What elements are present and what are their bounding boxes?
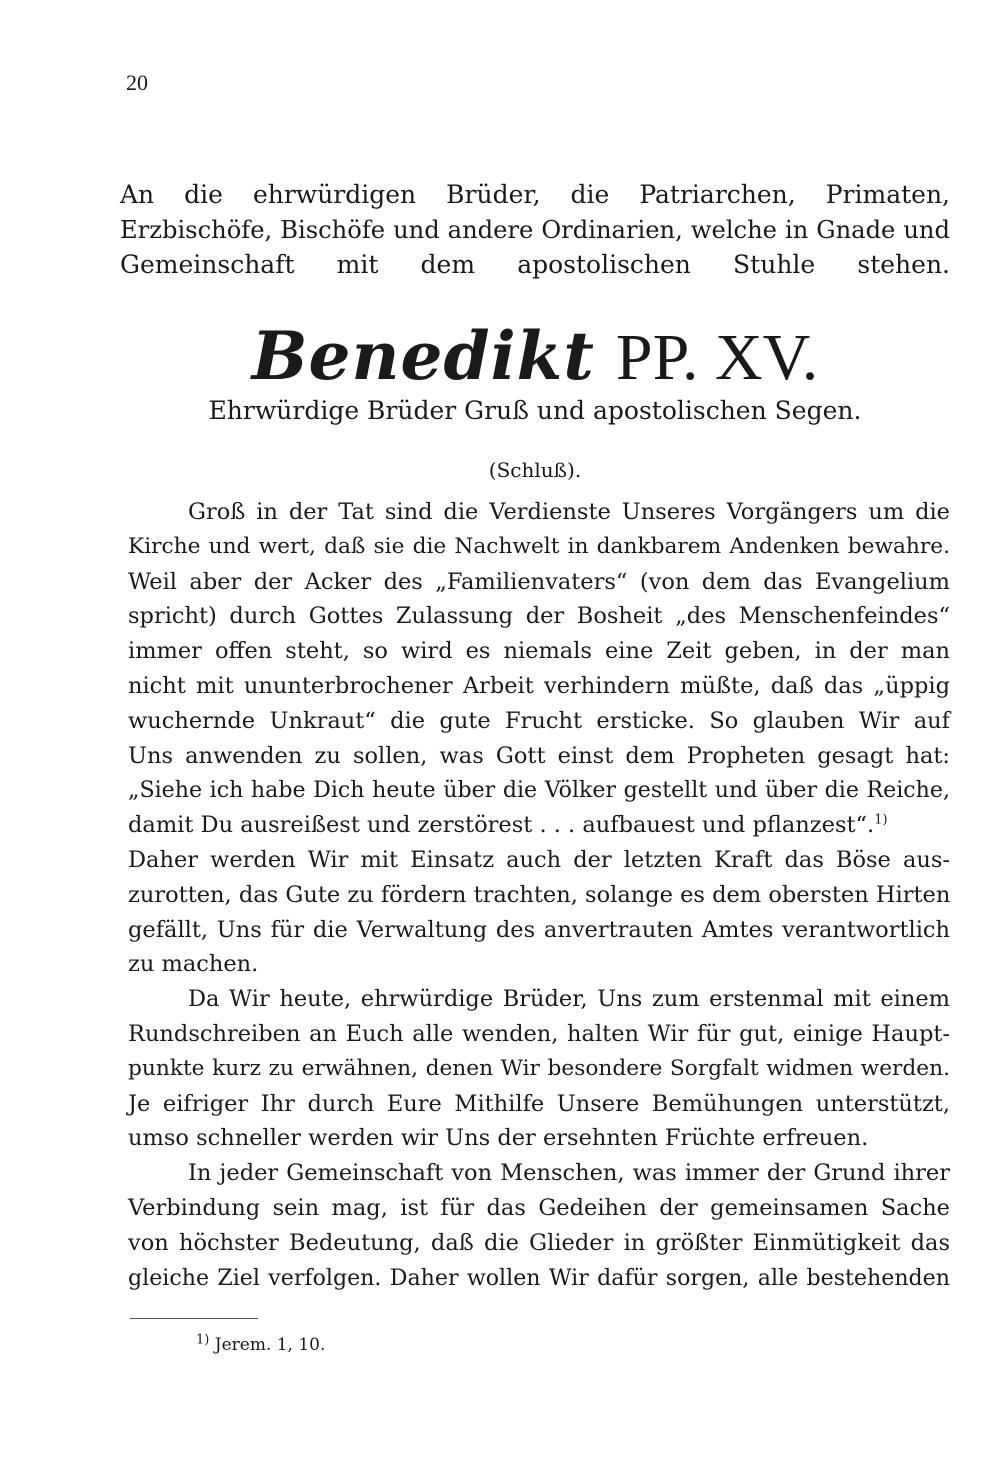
paragraph-1	[128, 495, 950, 982]
text-line: Je eifriger Ihr durch Eure Mithilfe Unsere Bemühungen unterstützt,	[128, 1090, 950, 1117]
text-line: immer offen steht, so wird es niemals eine Zeit geben, in der man	[128, 638, 950, 665]
page-number: 20	[126, 70, 148, 95]
text-line: zu machen.	[128, 951, 259, 978]
text-line: gleiche Ziel verfolgen. Daher wollen Wir dafür sorgen, alle bestehenden	[128, 1264, 950, 1291]
text-line: Weil aber der Acker des „Familienvaters“ (von dem das Evangelium	[128, 568, 950, 595]
pope-name: Benedikt	[251, 317, 595, 395]
text-line: „Siehe ich habe Dich heute über die Völker gestellt und über die Reiche,	[128, 777, 950, 804]
address-line: Gemeinschaft mit dem apostolischen Stuhle stehen.	[120, 249, 950, 279]
text-line: Groß in der Tat sind die Verdienste Unseres Vorgängers um die	[188, 499, 950, 525]
address-line: Erzbischöfe, Bischöfe und andere Ordinarien, welche in Gnade und	[120, 215, 950, 244]
text-line: damit Du ausreißest und zerstörest . . . aufbauest und pflanzest“.	[128, 812, 875, 839]
text-line: Da Wir heute, ehrwürdige Brüder, Uns zum erstenmal mit einem	[188, 986, 950, 1013]
text-line: von höchster Bedeutung, daß die Glieder in größter Einmütigkeit das	[128, 1229, 950, 1256]
conclusion-marker: (Schluß).	[488, 458, 582, 482]
text-line: zurotten, das Gute zu fördern trachten, solange es dem obersten Hirten	[128, 881, 951, 908]
paragraph-3	[128, 1156, 950, 1295]
text-line: Uns anwenden zu sollen, was Gott einst dem Propheten gesagt hat:	[128, 742, 950, 769]
text-line: Kirche und wert, daß sie die Nachwelt in dankbarem Andenken bewahre.	[128, 533, 950, 559]
footnote	[196, 1332, 325, 1358]
pope-title	[120, 316, 950, 398]
greeting: Ehrwürdige Brüder Gruß und apostolischen Segen.	[208, 396, 862, 425]
pope-regnal-title: PP. XV.	[615, 321, 819, 394]
footnote-marker: 1)	[196, 1332, 210, 1348]
footnote-reference: 1)	[874, 812, 888, 828]
address-line: An die ehrwürdigen Brüder, die Patriarchen, Primaten,	[120, 180, 950, 209]
text-line: nicht mit ununterbrochener Arbeit verhindern müßte, daß das „üppig	[128, 672, 950, 699]
body-text	[128, 495, 950, 1295]
footnote-text: Jerem. 1, 10.	[214, 1335, 326, 1355]
text-line: gefällt, Uns für die Verwaltung des anvertrauten Amtes verantwortlich	[128, 916, 950, 943]
text-line: Daher werden Wir mit Einsatz auch der letzten Kraft das Böse aus-	[128, 846, 950, 873]
footnote-divider	[130, 1318, 258, 1319]
text-line: punkte kurz zu erwähnen, denen Wir besondere Sorgfalt widmen werden.	[128, 1055, 950, 1081]
text-line: In jeder Gemeinschaft von Menschen, was immer der Grund ihrer	[188, 1160, 950, 1187]
text-line: umso schneller werden wir Uns der ersehnten Früchte erfreuen.	[128, 1125, 869, 1152]
text-line: wuchernde Unkraut“ die gute Frucht ersticke. So glauben Wir auf	[128, 707, 950, 734]
text-line-with-footnote	[128, 808, 950, 843]
text-line: spricht) durch Gottes Zulassung der Bosheit „des Menschenfeindes“	[128, 603, 950, 630]
paragraph-2	[128, 982, 950, 1156]
address-heading	[120, 178, 950, 282]
text-line: Verbindung sein mag, ist für das Gedeihen der gemeinsamen Sache	[128, 1194, 950, 1221]
text-line: Rundschreiben an Euch alle wenden, halten Wir für gut, einige Haupt-	[128, 1020, 950, 1047]
